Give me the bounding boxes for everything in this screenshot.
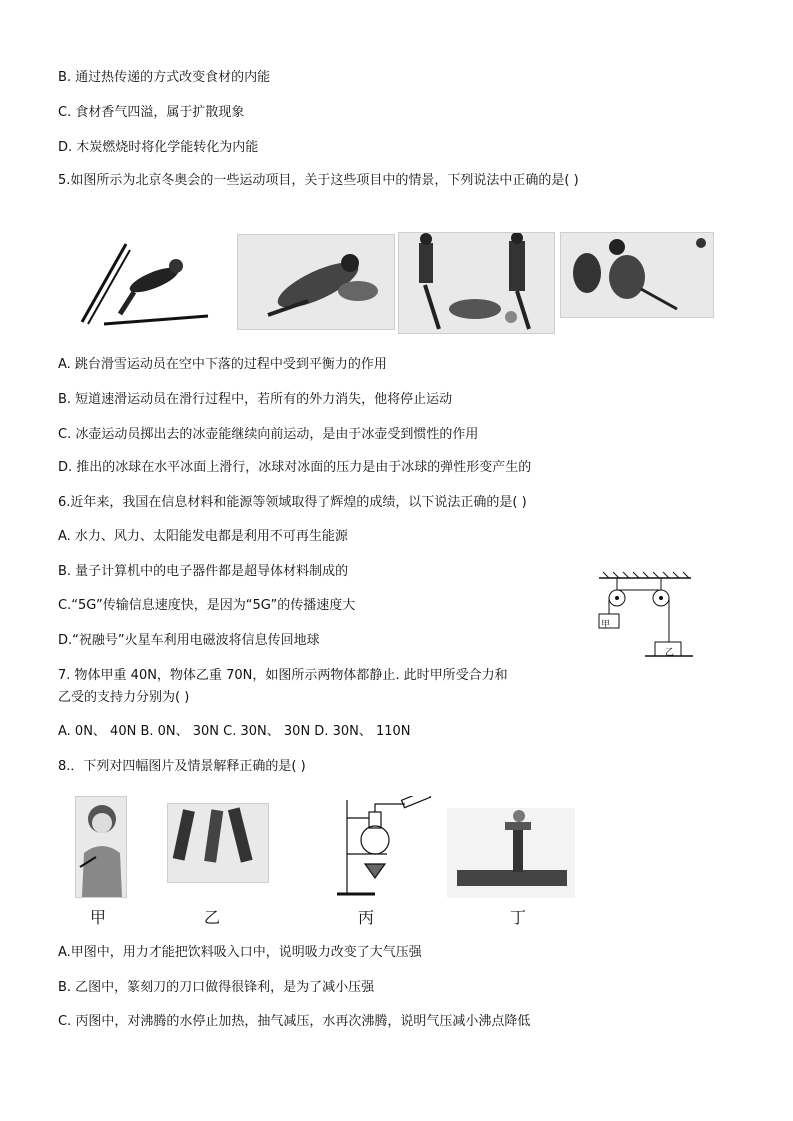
ski-jump-image [78, 236, 210, 332]
q5-option-d: D. 推出的冰球在水平冰面上滑行，冰球对冰面的压力是由于冰球的弹性形变产生的 [58, 460, 532, 475]
speed-skating-image [237, 234, 395, 330]
q6-option-b: B. 量子计算机中的电子器件都是超导体材料制成的 [58, 564, 349, 579]
q5-stem: 5.如图所示为北京冬奥会的一些运动项目，关于这些项目中的情景，下列说法中正确的是( ) [58, 173, 579, 188]
q5-option-c: C. 冰壶运动员掷出去的冰壶能继续向前运动，是由于冰壶受到惯性的作用 [58, 427, 479, 442]
q7-options: A. 0N、 40N B. 0N、 30N C. 30N、 30N D. 30N、 110N [58, 724, 411, 739]
figure-caption-jia: 甲 [90, 908, 107, 927]
q5-option-b: B. 短道速滑运动员在滑行过程中，若所有的外力消失，他将停止运动 [58, 392, 453, 407]
figure-caption-ding: 丁 [510, 908, 527, 927]
q7-stem-line1: 7. 物体甲重 40N，物体乙重 70N，如图所示两物体都静止. 此时甲所受合力和 [58, 668, 508, 683]
q6-option-a: A. 水力、风力、太阳能发电都是利用不可再生能源 [58, 529, 348, 544]
figure-caption-bing: 丙 [358, 908, 375, 927]
q8-stem: 8.．下列对四幅图片及情景解释正确的是( ) [58, 759, 306, 774]
curling-image [398, 232, 555, 334]
figure-caption-yi: 乙 [204, 908, 221, 927]
q4-option-d: D. 木炭燃烧时将化学能转化为内能 [58, 140, 259, 155]
q6-option-d: D.“祝融号”火星车利用电磁波将信息传回地球 [58, 633, 320, 648]
q8-option-c: C. 丙图中，对沸腾的水停止加热，抽气减压，水再次沸腾，说明气压减小沸点降低 [58, 1014, 531, 1029]
q5-option-a: A. 跳台滑雪运动员在空中下落的过程中受到平衡力的作用 [58, 357, 387, 372]
q4-option-b: B. 通过热传递的方式改变食材的内能 [58, 70, 271, 85]
carving-knives-image [167, 803, 269, 883]
q8-option-a: A.甲图中，用力才能把饮料吸入口中，说明吸力改变了大气压强 [58, 945, 422, 960]
flask-syringe-diagram [335, 796, 435, 900]
q4-option-c: C. 食材香气四溢，属于扩散现象 [58, 105, 245, 120]
weight-jia-label: 甲 [601, 620, 611, 630]
q7-stem-line2: 乙受的支持力分别为( ) [58, 690, 190, 705]
weight-yi-label: 乙 [665, 648, 675, 658]
q8-option-b: B. 乙图中，篆刻刀的刀口做得很锋利，是为了减小压强 [58, 980, 375, 995]
stand-apparatus-image [447, 808, 575, 898]
ice-hockey-image [560, 232, 714, 318]
q6-stem: 6.近年来，我国在信息材料和能源等领域取得了辉煌的成绩，以下说法正确的是( ) [58, 495, 527, 510]
q6-option-c: C.“5G”传输信息速度快，是因为“5G”的传播速度大 [58, 598, 356, 613]
boy-drinking-image [75, 796, 127, 898]
